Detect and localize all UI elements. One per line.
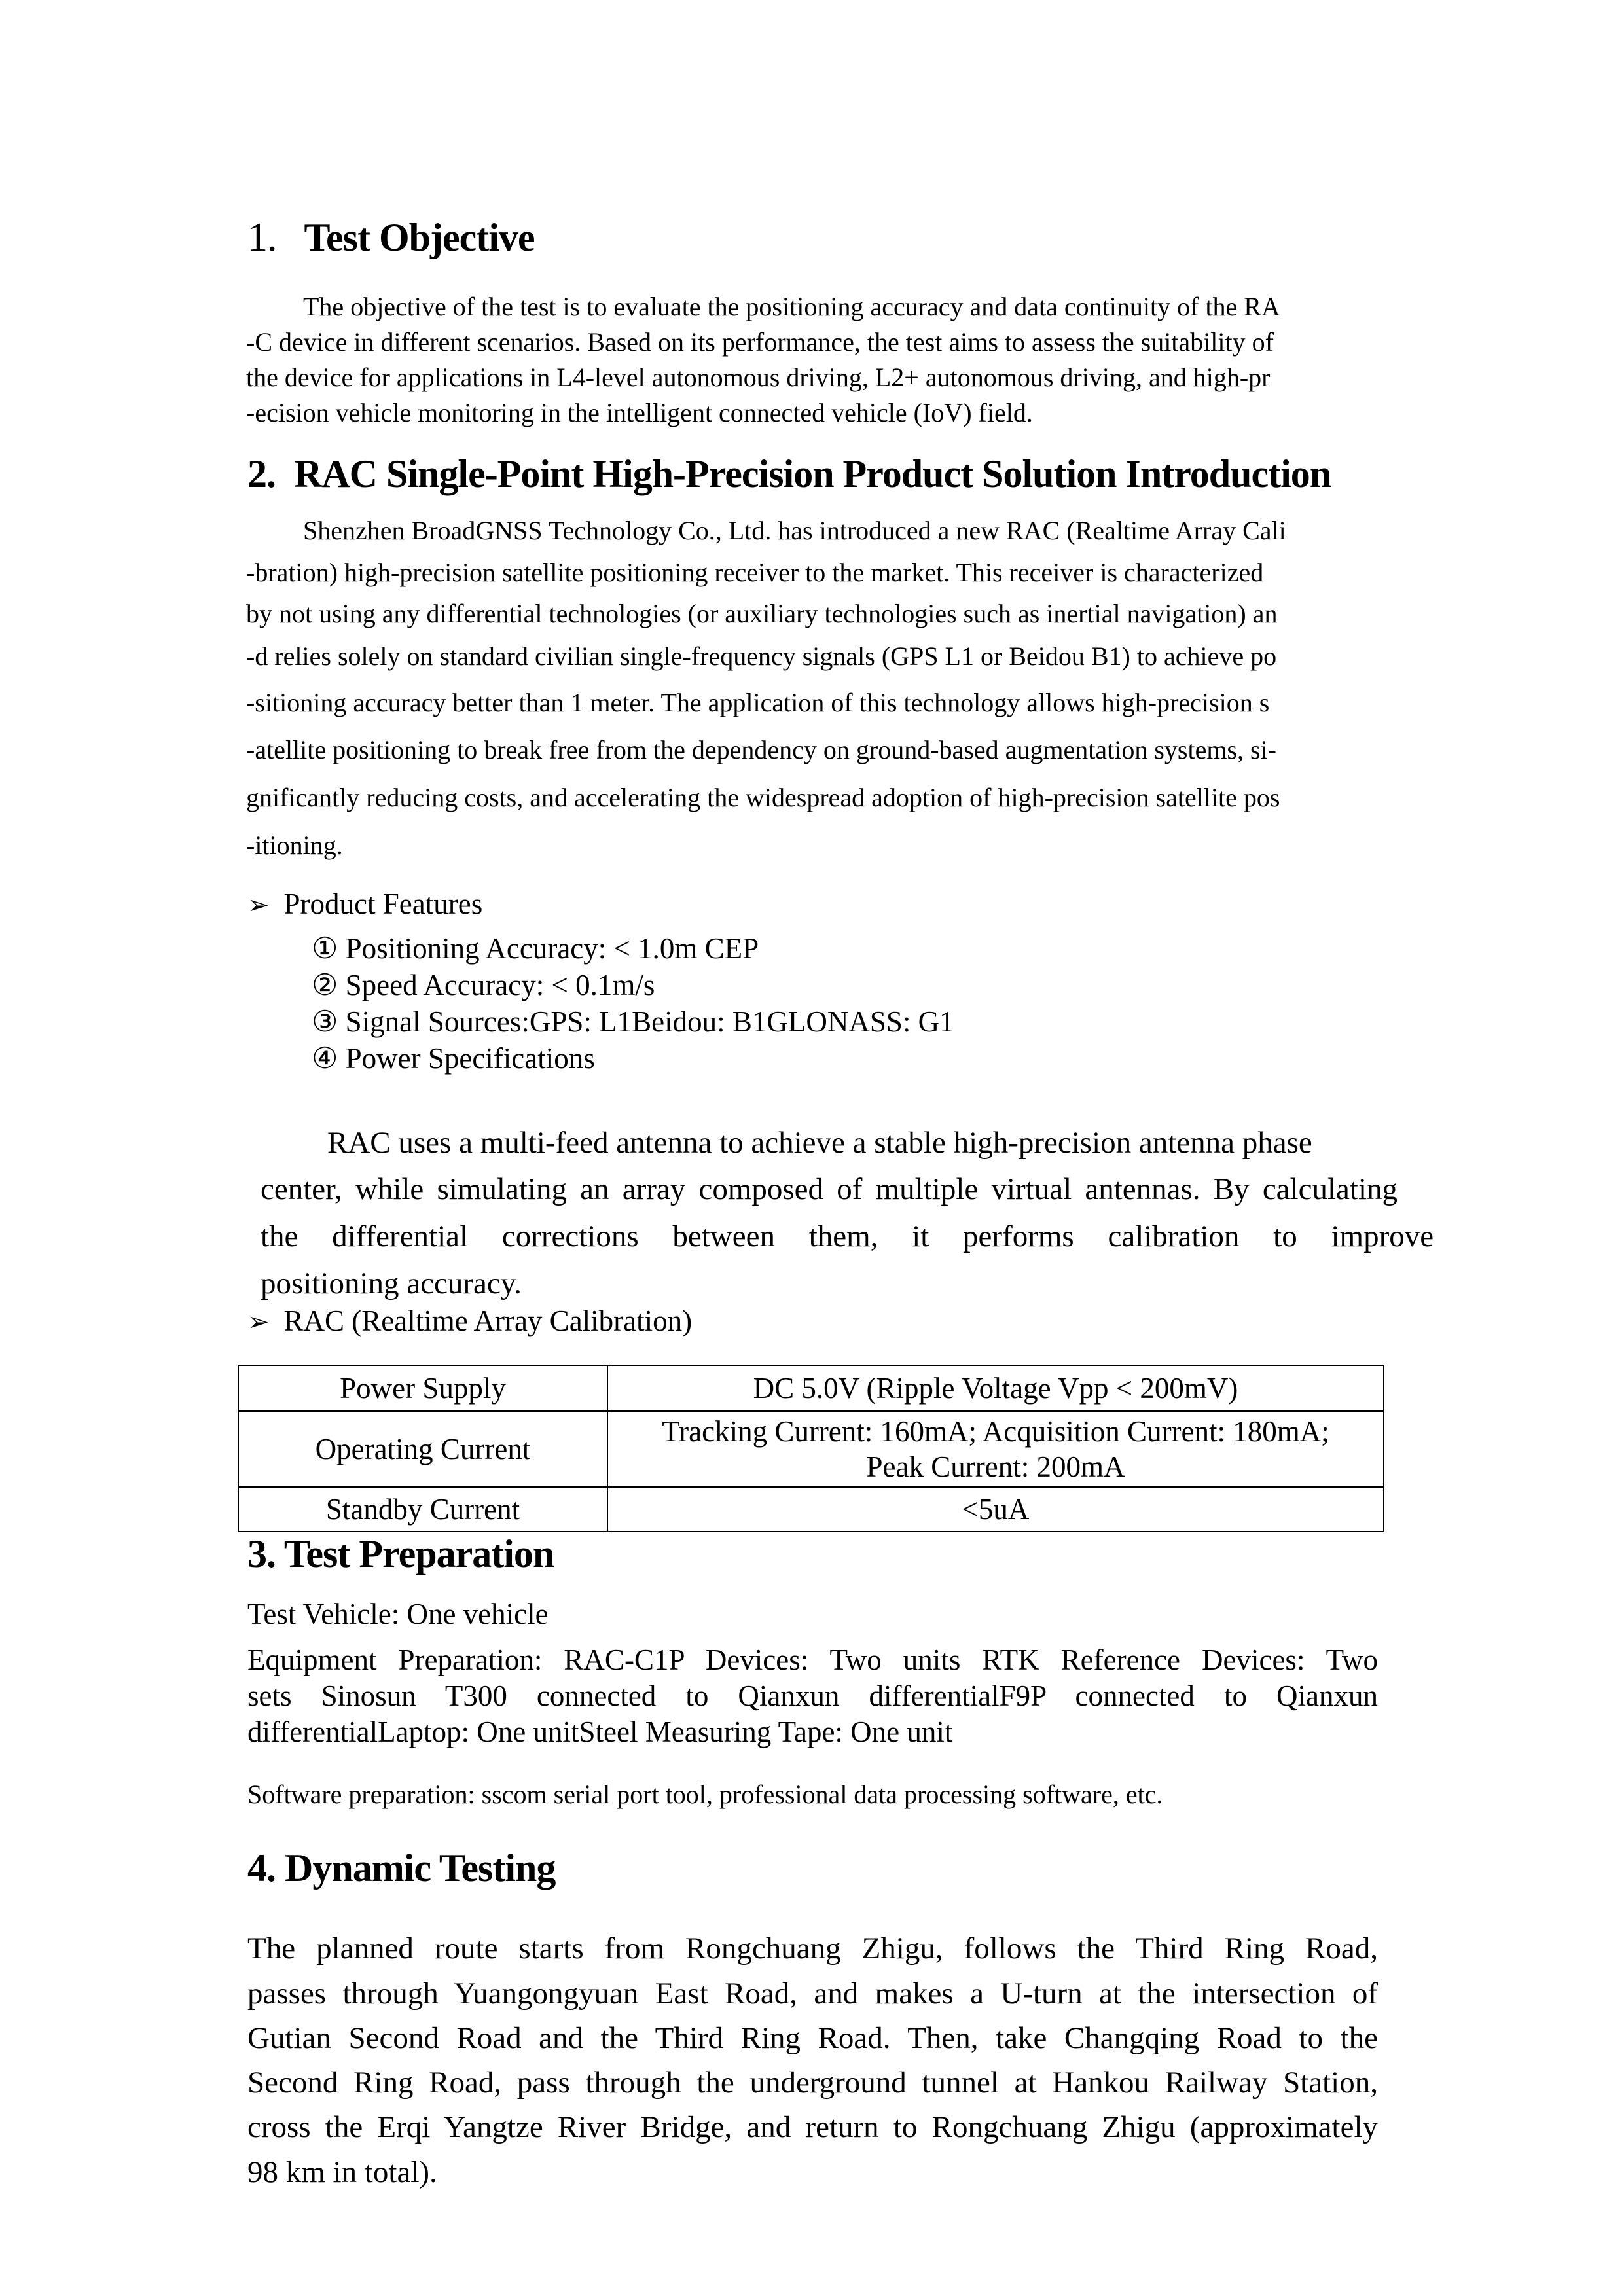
section-2-title: 2. RAC Single-Point High-Precision Product Solution Introduction [247,452,1331,495]
arrow-bullet-icon: ➢ [247,1307,270,1337]
paragraph-line: passes through Yuangongyuan East Road, and makes a U-turn at the intersection of [247,1977,1378,2011]
paragraph-line: by not using any differential technologies (or auxiliary technologies such as inertial navigation) an [246,599,1278,628]
arrow-bullet-icon: ➢ [247,890,270,920]
table-row [238,1365,1384,1411]
paragraph-line: center, while simulating an array composed of multiple virtual antennas. By calculating [261,1172,1398,1206]
table-cell-value [607,1411,1384,1487]
test-vehicle-line: Test Vehicle: One vehicle [247,1598,549,1630]
paragraph-line: gnificantly reducing costs, and accelerating the widespread adoption of high-precision satellite pos [246,783,1280,812]
paragraph-line: -d relies solely on standard civilian single-frequency signals (GPS L1 or Beidou B1) to achieve po [246,641,1277,671]
paragraph-line: positioning accuracy. [261,1266,522,1300]
paragraph-line: -sitioning accuracy better than 1 meter. The application of this technology allows high-precision s [246,688,1270,717]
table-cell-value-line: Tracking Current: 160mA; Acquisition Current: 180mA; [662,1415,1329,1448]
section-3-title: 3. Test Preparation [247,1532,554,1575]
product-features-bullet [247,887,482,921]
paragraph-line: the differential corrections between them, it performs calibration to improve [261,1219,1434,1253]
rac-bullet [247,1304,692,1338]
software-preparation-line: Software preparation: sscom serial port tool, professional data processing software, etc. [247,1780,1163,1809]
feature-item: ② Speed Accuracy: < 0.1m/s [312,969,655,1001]
feature-item: ① Positioning Accuracy: < 1.0m CEP [312,932,759,965]
product-features-heading: Product Features [283,888,483,920]
paragraph-line: -C device in different scenarios. Based on its performance, the test aims to assess the suitability of [246,327,1274,357]
paragraph-line: Second Ring Road, pass through the underground tunnel at Hankou Railway Station, [247,2066,1378,2100]
paragraph-line: The planned route starts from Rongchuang Zhigu, follows the Third Ring Road, [247,1931,1378,1965]
table-cell-label: Operating Current [238,1411,607,1487]
feature-item: ③ Signal Sources:GPS: L1Beidou: B1GLONASS: G1 [312,1005,954,1038]
paragraph-line: the device for applications in L4-level autonomous driving, L2+ autonomous driving, and high-pr [246,363,1271,392]
section-4-title: 4. Dynamic Testing [247,1846,556,1890]
paragraph-line: The objective of the test is to evaluate the positioning accuracy and data continuity of the RA [303,292,1280,321]
feature-item: ④ Power Specifications [312,1042,595,1075]
paragraph-line: -atellite positioning to break free from the dependency on ground-based augmentation systems, si- [246,735,1277,764]
paragraph-line: Shenzhen BroadGNSS Technology Co., Ltd. has introduced a new RAC (Realtime Array Cali [303,516,1286,545]
section-1-heading [247,215,535,261]
paragraph-line: -ecision vehicle monitoring in the intelligent connected vehicle (IoV) field. [246,398,1033,427]
paragraph-line: -itioning. [246,831,343,860]
paragraph-line: Gutian Second Road and the Third Ring Road. Then, take Changqing Road to the [247,2021,1378,2055]
table-cell-label: Standby Current [238,1487,607,1532]
section-1-number: 1. [247,215,277,260]
paragraph-line: cross the Erqi Yangtze River Bridge, and return to Rongchuang Zhigu (approximately [247,2110,1378,2144]
power-spec-table [238,1365,1384,1532]
paragraph-line: 98 km in total). [247,2155,437,2189]
table-cell-value: <5uA [607,1487,1384,1532]
paragraph-line: differentialLaptop: One unitSteel Measuring Tape: One unit [247,1715,953,1748]
paragraph-line: -bration) high-precision satellite positioning receiver to the market. This receiver is characterized [246,558,1264,587]
table-row [238,1487,1384,1532]
paragraph-line: RAC uses a multi-feed antenna to achieve a stable high-precision antenna phase [327,1126,1312,1160]
paragraph-line: sets Sinosun T300 connected to Qianxun differentialF9P connected to Qianxun [247,1679,1378,1712]
table-cell-label: Power Supply [238,1365,607,1411]
paragraph-line: Equipment Preparation: RAC-C1P Devices: Two units RTK Reference Devices: Two [247,1643,1378,1676]
table-row [238,1411,1384,1487]
table-cell-value: DC 5.0V (Ripple Voltage Vpp < 200mV) [607,1365,1384,1411]
table-cell-value-line: Peak Current: 200mA [866,1450,1125,1483]
rac-bullet-label: RAC (Realtime Array Calibration) [283,1304,693,1337]
section-1-title: Test Objective [304,216,535,259]
